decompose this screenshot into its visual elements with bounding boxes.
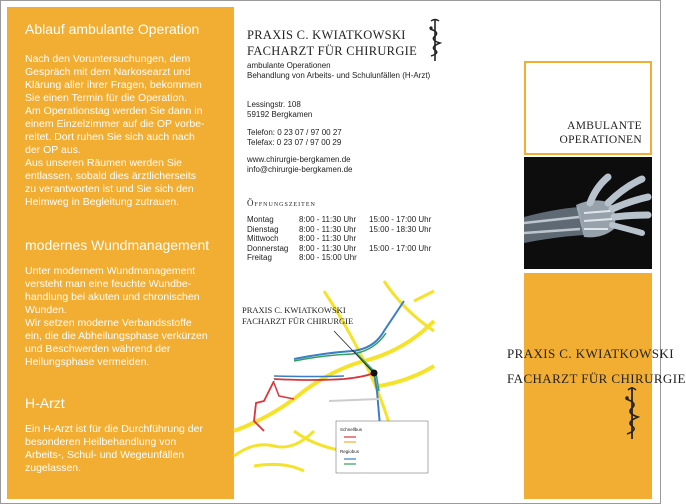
cover-practice-name (507, 341, 686, 391)
table-row: Mittwoch 8:00 - 11:30 Uhr (247, 234, 357, 243)
middle-info-column (234, 7, 514, 499)
legend-title-schnellbus: Schnellbus (340, 427, 363, 432)
xray-hand-image (524, 157, 652, 269)
contact-phone-block: Telefon: 0 23 07 / 97 00 27 Telefax: 0 23 07 / 97 00 29 (247, 128, 342, 147)
practice-specialty: FACHARZT FÜR CHIRURGIE (247, 44, 418, 58)
email-link[interactable]: info@chirurgie-bergkamen.de (247, 165, 353, 174)
section-title: H-Arzt (25, 395, 65, 411)
box-title-line1: AMBULANTE (567, 120, 642, 132)
table-row: Montag 8:00 - 11:30 Uhr 15:00 - 17:00 Uhr (247, 215, 432, 224)
section-text: Unter modernem Wundmanagement versteht man eine feuchte Wundbe- handlung bei akuten und chronischen Wunden. Wir setzen moderne Verbandsstoffe ein, die die Abheilungsphase verkürzen und Beschwerden während der Heilungsphase vermeiden. (25, 265, 208, 368)
legend-title-regiobus: Regiobus (340, 449, 360, 454)
cover-name-line1: PRAXIS C. KWIATKOWSKI (507, 346, 674, 361)
section-text: Nach den Voruntersuchungen, dem Gespräch mit dem Narkosearzt und Klärung aller ihrer Fragen, bekommen Sie einen Termin für die Operation. Am Operationstag werden Sie dann in einem Einzelzimmer auf die OP vorbe- reitet. Dort ruhen Sie sich auch nach der OP aus. Aus unseren Räumen werden Sie entlassen, sobald dies ärztlicherseits zu verantworten ist und Sie sich den Heimweg in Begleitung zutrauen. (25, 53, 205, 208)
table-row: Dienstag 8:00 - 11:30 Uhr 15:00 - 18:30 Uhr (247, 224, 432, 234)
section-title: modernes Wundmanagement (25, 237, 210, 253)
location-map (234, 281, 434, 479)
ambulante-operationen-box (524, 61, 652, 155)
section-wundmanagement (25, 237, 230, 369)
caduceus-icon (623, 385, 641, 441)
left-orange-panel (7, 7, 234, 499)
cover-name-line2: FACHARZT FÜR CHIRURGIE (507, 371, 686, 386)
opening-hours-table (247, 215, 431, 263)
section-title: Ablauf ambulante Operation (25, 21, 200, 37)
website-link[interactable]: www.chirurgie-bergkamen.de (247, 155, 351, 164)
practice-heading (247, 27, 417, 59)
map-label-specialty: FACHARZT FÜR CHIRURGIE (242, 316, 354, 326)
caduceus-icon (427, 17, 443, 63)
map-label-name: PRAXIS C. KWIATKOWSKI (242, 305, 346, 315)
section-text: Ein H-Arzt ist für die Durchführung der besonderen Heilbehandlung von Arbeits-, Schul- und Wegeunfällen zugelassen. (25, 423, 203, 474)
section-ambulante-operation (25, 21, 230, 209)
opening-hours-title: Öffnungszeiten (247, 198, 316, 208)
box-title-line2: OPERATIONEN (559, 134, 642, 146)
table-row: Donnerstag 8:00 - 11:30 Uhr 15:00 - 17:00 Uhr (247, 243, 432, 253)
right-cover-column (523, 7, 656, 499)
services-block: ambulante Operationen Behandlung von Arbeits- und Schulunfällen (H-Arzt) (247, 61, 431, 80)
practice-name: PRAXIS C. KWIATKOWSKI (247, 28, 406, 42)
web-contact-block (247, 155, 353, 175)
address-block: Lessingstr. 108 59192 Bergkamen (247, 100, 313, 119)
section-h-arzt (25, 395, 230, 475)
table-row: Freitag 8:00 - 15:00 Uhr (247, 253, 357, 262)
